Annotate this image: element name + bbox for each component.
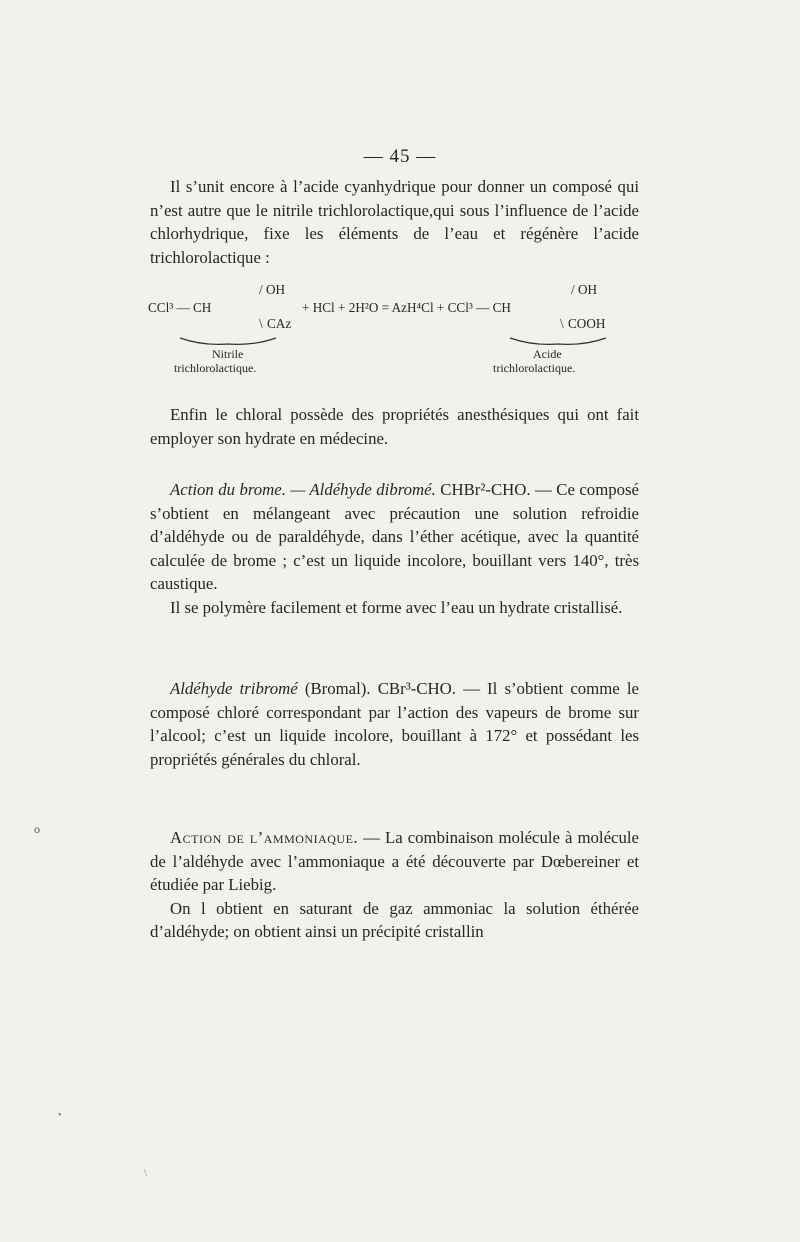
paragraph-chloral (150, 403, 639, 450)
caption-right-1: Acide (533, 347, 562, 361)
slash-left: / (259, 282, 263, 297)
caption-right-2: trichlorolactique. (493, 361, 576, 375)
formula-middle: + HCl + 2H²O = AzH⁴Cl + CCl³ — CH (302, 300, 511, 315)
section-text: — La combinaison molécule à molécule de l’aldéhyde avec l’ammoniaque a été découverte par Dœbereiner et étudiée par Liebig. (150, 828, 639, 894)
speck: \ (144, 1168, 147, 1179)
section-text: (Bromal). CBr³-CHO. — Il s’obtient comme le composé chloré correspondant par l’action des vapeurs de brome sur l’alcool; c’est un liquide incolore, bouillant à 172° et possédant les propriétés générales du chloral. (150, 679, 639, 769)
section-tribrome-paragraph (150, 677, 639, 771)
paragraph-text: Il s’unit encore à l’acide cyanhydrique pour donner un composé qui n’est autre que le nitrile trichlorolactique,qui sous l’influence de l’acide chlorhydrique, fixe les éléments de l’eau et régénère l’acide trichlorolactique : (150, 177, 639, 267)
section-formula: CHBr²-CHO. — (435, 480, 552, 499)
formula-left-main: CCl³ — CH (148, 300, 212, 315)
speck: • (58, 1110, 62, 1121)
chemical-equation (148, 284, 648, 384)
slash-right: / (571, 282, 575, 297)
section-heading: Action de l’ammoniaque. (170, 828, 359, 847)
caption-left-2: trichlorolactique. (174, 361, 257, 375)
formula-right-cooh: COOH (568, 316, 606, 331)
section-heading: Aldéhyde tribromé (170, 679, 298, 698)
section-ammoniaque-paragraph-2: On l obtient en saturant de gaz ammoniac la solution éthérée d’aldéhyde; on obtient ainsi un précipité cristallin (150, 898, 639, 941)
backslash-right: \ (560, 316, 564, 331)
section-brome-paragraph-2: Il se polymère facilement et forme avec l’eau un hydrate cristallisé. (170, 597, 623, 617)
page-number: — 45 — (363, 146, 437, 167)
section-tribrome (150, 677, 639, 771)
section-heading: Action du brome. — Aldéhyde dibromé. (170, 480, 436, 499)
margin-mark: o (34, 822, 40, 836)
section-ammoniaque (150, 826, 639, 944)
backslash-left: \ (259, 316, 263, 331)
formula-left-caz: CAz (267, 316, 292, 331)
paragraph-cyanhydrique (150, 175, 639, 269)
section-text: Ce composé s’obtient en mélangeant avec précaution une solution refroidie d’aldéhyde ou de paraldéhyde, dans l’éther acétique, avec la quantité calculée de brome ; c’est un liquide incolore, bouillant vers 140°, très caustique. (150, 480, 640, 593)
section-brome-paragraph (150, 478, 639, 596)
caption-left-1: Nitrile (212, 347, 244, 361)
section-brome (150, 478, 639, 619)
formula-right-oh: OH (578, 282, 598, 297)
paragraph-text: Enfin le chloral possède des propriétés anesthésiques qui ont fait employer son hydrate en médecine. (150, 405, 639, 448)
formula-left-oh: OH (266, 282, 286, 297)
section-ammoniaque-paragraph (150, 826, 639, 897)
